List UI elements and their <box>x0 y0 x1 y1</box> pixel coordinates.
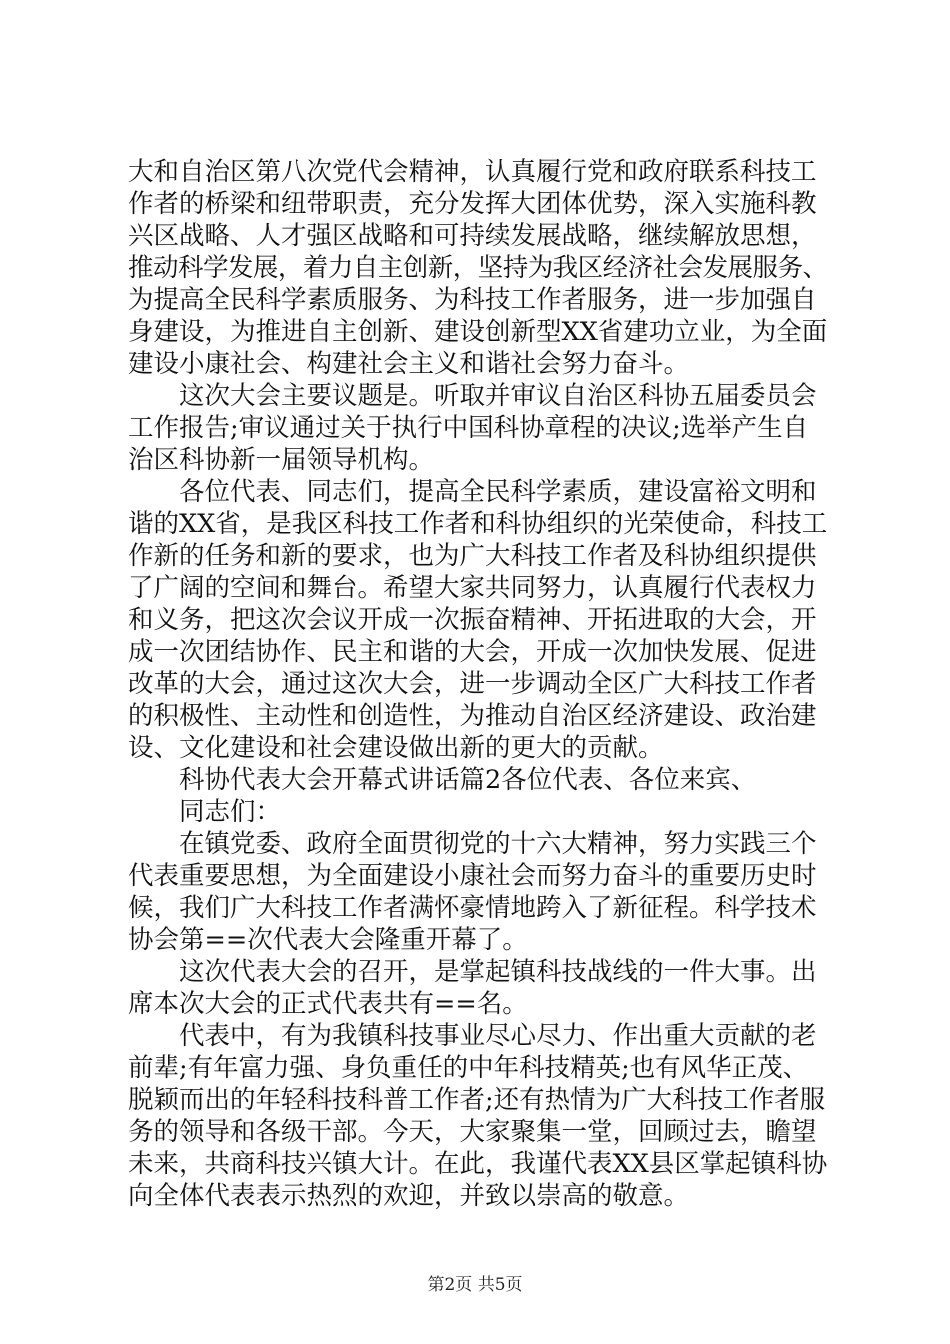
text-line: 了广阔的空间和舞台。希望大家共同努力，认真履行代表权力 <box>128 573 817 603</box>
text-line: 建设小康社会、构建社会主义和谐社会努力奋斗。 <box>128 349 690 379</box>
text-line: 未来，共商科技兴镇大计。在此，我谨代表XX县区掌起镇科协 <box>128 1149 828 1179</box>
text-line: 工作报告;审议通过关于执行中国科协章程的决议;选举产生自 <box>128 413 809 443</box>
text-line: 候，我们广大科技工作者满怀豪情地跨入了新征程。科学技术 <box>128 893 817 923</box>
text-line: 各位代表、同志们，提高全民科学素质，建设富裕文明和 <box>179 477 817 507</box>
text-line: 协会第==次代表大会隆重开幕了。 <box>128 925 528 955</box>
text-line: 作者的桥梁和纽带职责，充分发挥大团体优势，深入实施科教 <box>128 189 817 219</box>
text-line: 同志们： <box>179 797 282 827</box>
text-line: 大和自治区第八次党代会精神，认真履行党和政府联系科技工 <box>128 157 817 187</box>
text-line: 为提高全民科学素质服务、为科技工作者服务，进一步加强自 <box>128 285 817 315</box>
text-line: 科协代表大会开幕式讲话篇2各位代表、各位来宾、 <box>179 765 757 795</box>
text-line: 谐的XX省，是我区科技工作者和科协组织的光荣使命，科技工 <box>128 509 828 539</box>
text-line: 治区科协新一届领导机构。 <box>128 445 435 475</box>
text-line: 脱颖而出的年轻科技科普工作者;还有热情为广大科技工作者服 <box>128 1085 826 1115</box>
text-line: 推动科学发展，着力自主创新，坚持为我区经济社会发展服务、 <box>128 253 828 283</box>
text-line: 成一次团结协作、民主和谐的大会，开成一次加快发展、促进 <box>128 637 817 667</box>
text-line: 这次代表大会的召开，是掌起镇科技战线的一件大事。出 <box>179 957 817 987</box>
text-line: 作新的任务和新的要求，也为广大科技工作者及科协组织提供 <box>128 541 817 571</box>
text-line: 这次大会主要议题是。听取并审议自治区科协五届委员会 <box>179 381 817 411</box>
text-line: 的积极性、主动性和创造性，为推动自治区经济建设、政治建 <box>128 701 817 731</box>
text-line: 席本次大会的正式代表共有==名。 <box>128 989 528 1019</box>
text-line: 代表中，有为我镇科技事业尽心尽力、作出重大贡献的老 <box>179 1021 817 1051</box>
text-line: 代表重要思想，为全面建设小康社会而努力奋斗的重要历史时 <box>128 861 817 891</box>
text-line: 在镇党委、政府全面贯彻党的十六大精神，努力实践三个 <box>179 829 817 859</box>
text-line: 改革的大会，通过这次大会，进一步调动全区广大科技工作者 <box>128 669 817 699</box>
text-line: 兴区战略、人才强区战略和可持续发展战略，继续解放思想， <box>128 221 817 251</box>
text-line: 前辈;有年富力强、身负重任的中年科技精英;也有风华正茂、 <box>128 1053 809 1083</box>
text-line: 务的领导和各级干部。今天，大家聚集一堂，回顾过去，瞻望 <box>128 1117 817 1147</box>
document-body <box>128 156 828 1212</box>
text-line: 设、文化建设和社会建设做出新的更大的贡献。 <box>128 733 664 763</box>
text-line: 向全体代表表示热烈的欢迎，并致以崇高的敬意。 <box>128 1181 690 1211</box>
text-line: 身建设，为推进自主创新、建设创新型XX省建功立业，为全面 <box>128 317 828 347</box>
page-footer: 第2页 共5页 <box>427 1275 523 1295</box>
text-line: 和义务，把这次会议开成一次振奋精神、开拓进取的大会，开 <box>128 605 817 635</box>
